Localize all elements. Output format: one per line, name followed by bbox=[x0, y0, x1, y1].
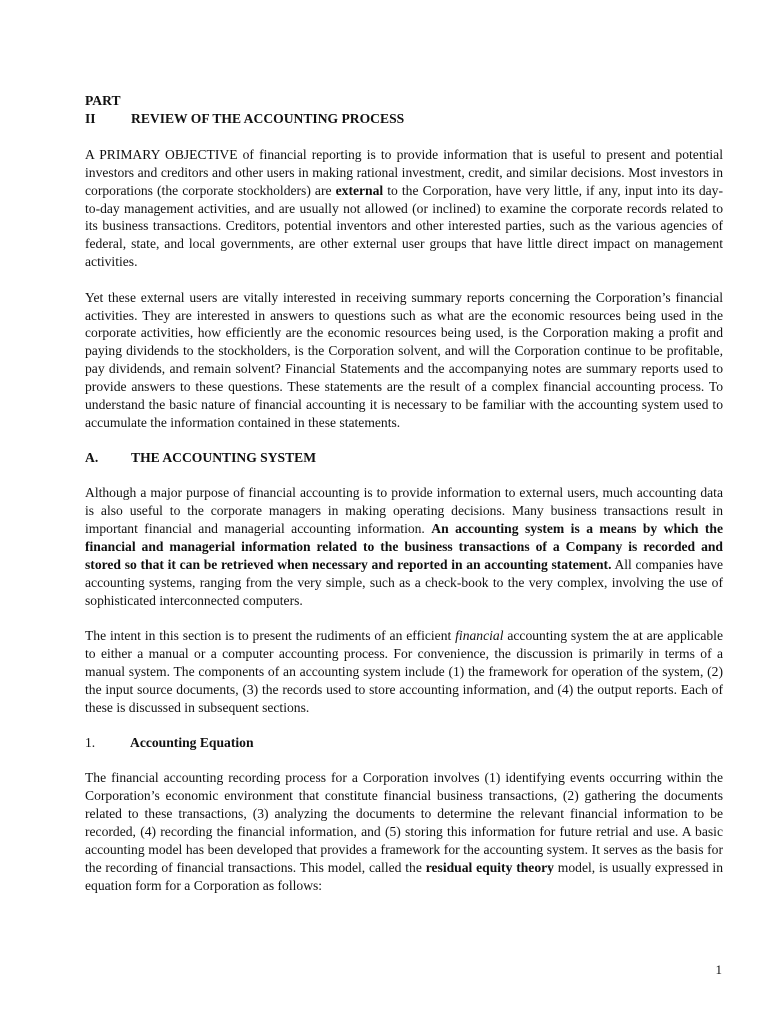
intro-paragraph-1 bbox=[85, 146, 723, 271]
section-1-p1-text-b: model, is usually expressed in equation form for a Corporation as follows: bbox=[85, 859, 723, 893]
section-1-title: Accounting Equation bbox=[130, 735, 254, 751]
section-a-p2-italic: financial bbox=[455, 628, 504, 644]
intro-p1-text-a: A PRIMARY OBJECTIVE of financial reporting is to provide information that is useful to present and potential investors and creditors and other users in making rational investment, credit, and similar decisions. Most investors in corporations (the corporate stockholders) are bbox=[85, 146, 723, 198]
section-1-heading bbox=[85, 734, 723, 752]
document-page bbox=[85, 92, 723, 912]
section-1-paragraph-1 bbox=[85, 769, 723, 894]
section-a-heading bbox=[85, 449, 723, 467]
section-1-p1-text-a: The financial accounting recording process for a Corporation involves (1) identifying events occurring within the Corporation’s economic environment that constitute financial business transactions, (2) gathering the documents related to these transactions, (3) analyzing the documents to determine the relevant financial information to be recorded, (4) recording the financial information, and (5) storing this information for future retrial and use. A basic accounting model has been developed that provides a framework for the accounting system. It serves as the basis for the recording of financial transactions. This model, called the bbox=[85, 770, 723, 875]
intro-paragraph-2: Yet these external users are vitally interested in receiving summary reports concerning the Corporation’s financial activities. They are interested in answers to questions such as what are the economic resources being used in the corporate activities, how efficiently are the economic resources being used, is the Corporation making a profit and paying dividends to the stockholders, is the Corporation solvent, and will the Corporation continue to be profitable, pay dividends, and remain solvent? Financial Statements and the accompanying notes are summary reports used to provide answers to these questions. These statements are the result of a complex financial accounting process. To understand the basic nature of financial accounting it is necessary to be familiar with the accounting system used to accumulate the information contained in these statements. bbox=[85, 289, 723, 430]
section-1-label: 1. bbox=[85, 735, 96, 751]
part-title: REVIEW OF THE ACCOUNTING PROCESS bbox=[131, 110, 405, 126]
section-a-label: A. bbox=[85, 450, 99, 466]
section-a-p1-text-a: Although a major purpose of financial accounting is to provide information to external users, much accounting data is also useful to the corporate managers in making operating decisions. Many business transactions result in important financial and managerial accounting information. bbox=[85, 485, 723, 537]
section-a-p2-text-b: accounting system the at are applicable to either a manual or a computer accounting process. For convenience, the discussion is primarily in terms of a manual system. The components of an accounting system include (1) the framework for operation of the system, (2) the input source documents, (3) the records used to store accounting information, and (4) the output reports. Each of these is discussed in subsequent sections. bbox=[85, 628, 723, 715]
section-a-paragraph-2 bbox=[85, 627, 723, 717]
section-a-title: THE ACCOUNTING SYSTEM bbox=[131, 450, 317, 466]
section-a-p1-bold: An accounting system is a means by which the financial and managerial information related to the business transactions of a Company is recorded and stored so that it can be retrieved when necessary and reported in an accounting statement. bbox=[85, 521, 723, 572]
section-a-paragraph-1 bbox=[85, 484, 723, 609]
part-number: PART II bbox=[85, 93, 121, 126]
intro-p1-bold: external bbox=[335, 182, 384, 198]
section-1-p1-bold: residual equity theory bbox=[425, 859, 554, 875]
section-a-p1-text-b: All companies have accounting systems, ranging from the very simple, such as a check-book to the very complex, involving the use of sophisticated interconnected computers. bbox=[85, 556, 724, 608]
intro-p1-text-b: to the Corporation, have very little, if any, input into its day-to-day management activities, and are usually not allowed (or inclined) to examine the corporate records related to its business transactions. Creditors, potential inventors and other interested parties, such as the various agencies of federal, state, and local governments, are other external user groups that have little direct impact on management activities. bbox=[85, 182, 723, 270]
section-a-p2-text-a: The intent in this section is to present the rudiments of an efficient bbox=[85, 628, 456, 644]
part-heading bbox=[85, 92, 723, 128]
page-number: 1 bbox=[715, 962, 722, 977]
